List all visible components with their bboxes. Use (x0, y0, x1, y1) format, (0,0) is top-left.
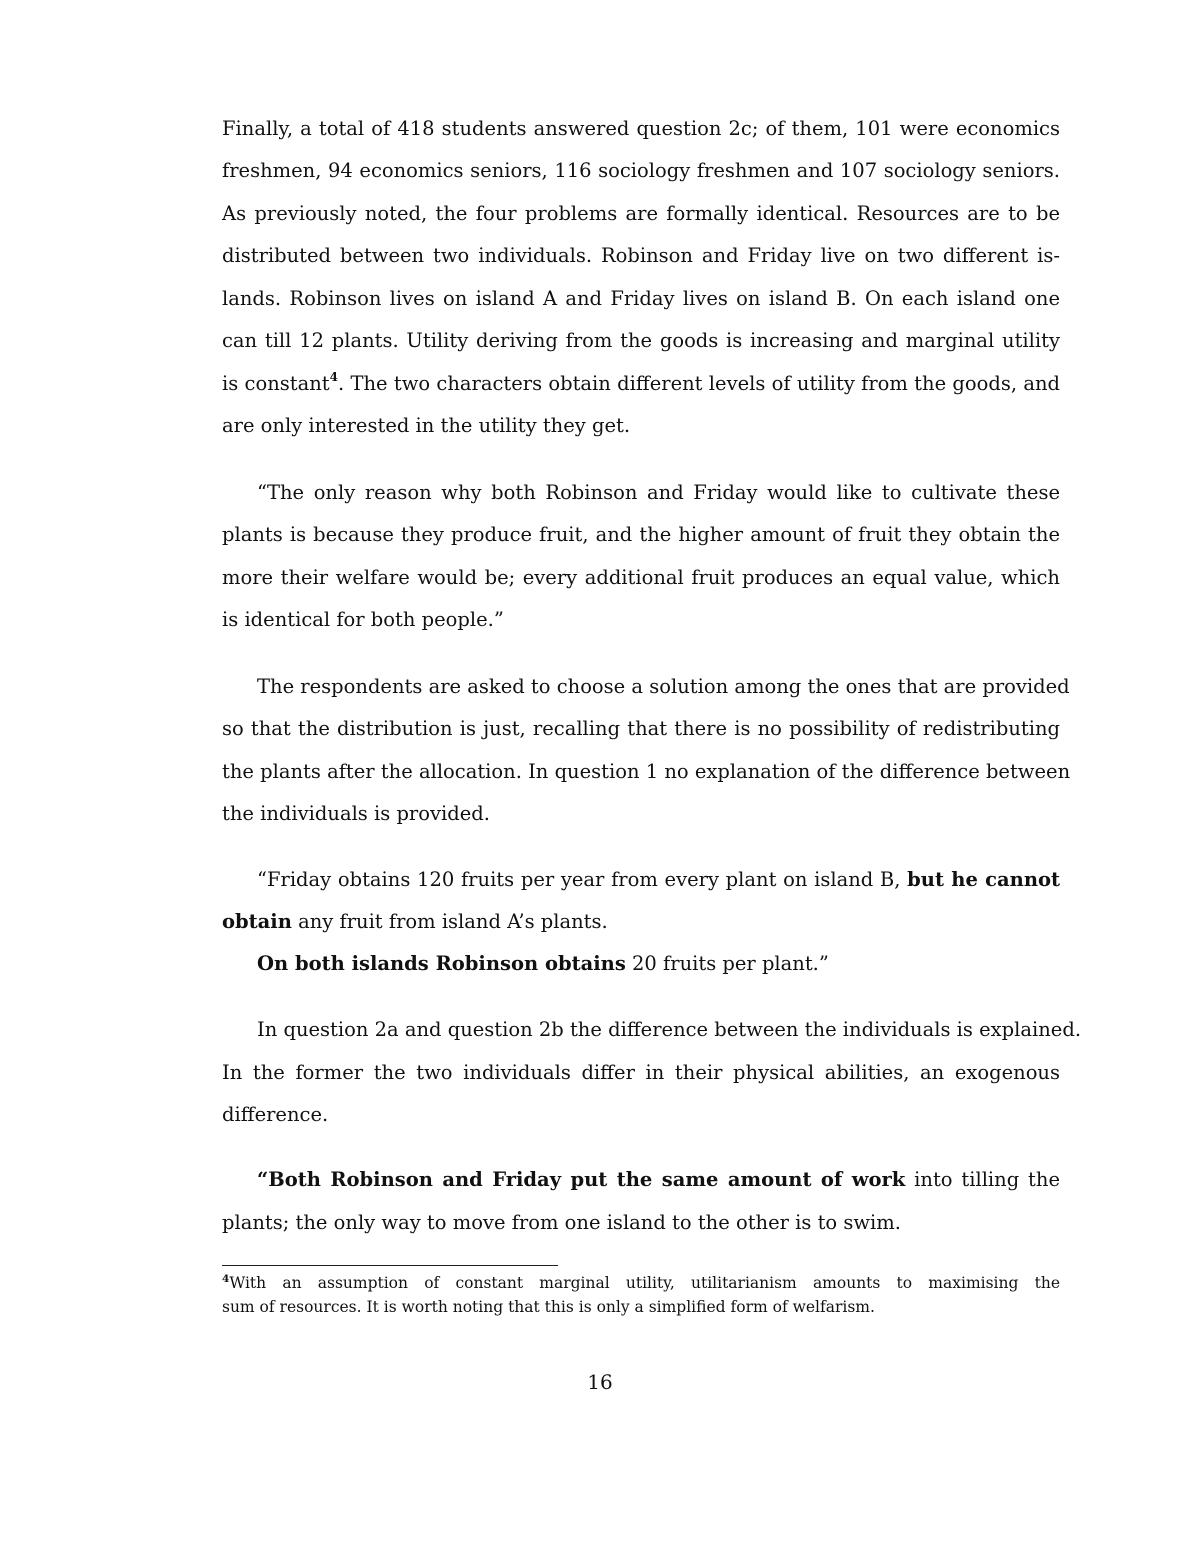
footnote-line (222, 1273, 1060, 1293)
footnote-rule (222, 1265, 558, 1266)
text-span: . The two characters obtain different levels of utility from the goods, and (337, 372, 1061, 395)
paragraph-line (222, 369, 1061, 396)
text-span: “Friday obtains 120 fruits per year from every plant on island B, (257, 868, 901, 891)
paragraph-line: In question 2a and question 2b the difference between the individuals is explained. (257, 1018, 1082, 1041)
paragraph-line: The respondents are asked to choose a solution among the ones that are provided (257, 675, 1070, 698)
paragraph-line: the plants after the allocation. In question 1 no explanation of the difference between (222, 760, 1071, 783)
paragraph-line: are only interested in the utility they get. (222, 414, 631, 437)
paragraph-line: lands. Robinson lives on island A and Friday lives on island B. On each island one (222, 287, 1060, 310)
text-span: 20 fruits per plant.” (632, 952, 829, 975)
quote-line: more their welfare would be; every additional fruit produces an equal value, which (222, 566, 1060, 589)
paragraph-line: so that the distribution is just, recalling that there is no possibility of redistributing (222, 717, 1060, 740)
page-number: 16 (587, 1370, 613, 1394)
quote-line (257, 1168, 1060, 1192)
bold-text: “Both Robinson and Friday put the same amount of work (257, 1168, 906, 1191)
quote-line (257, 952, 1060, 976)
quote-line: “The only reason why both Robinson and Friday would like to cultivate these (257, 481, 1060, 504)
paragraph-line: difference. (222, 1103, 329, 1126)
footnote-reference[interactable]: 4 (329, 369, 338, 384)
text-span: any fruit from island A’s plants. (298, 910, 608, 933)
paragraph-line: freshmen, 94 economics seniors, 116 sociology freshmen and 107 sociology seniors. (222, 159, 1060, 182)
paragraph-line: In the former the two individuals differ in their physical abilities, an exogenous (222, 1061, 1060, 1084)
text-span: into tilling the (914, 1168, 1060, 1191)
quote-line: plants; the only way to move from one island to the other is to swim. (222, 1211, 901, 1234)
text-span: is constant (222, 372, 330, 395)
footnote-mark: 4 (222, 1272, 230, 1285)
paragraph-line: can till 12 plants. Utility deriving from the goods is increasing and marginal utility (222, 329, 1060, 352)
paragraph-line: distributed between two individuals. Robinson and Friday live on two different is- (222, 244, 1060, 267)
bold-text: but he cannot (907, 868, 1061, 891)
quote-line (222, 910, 1060, 934)
quote-line: plants is because they produce fruit, and the higher amount of fruit they obtain the (222, 523, 1060, 546)
bold-text: On both islands Robinson obtains (257, 952, 626, 975)
text-span: With an assumption of constant marginal utility, utilitarianism amounts to maximising the (229, 1274, 1060, 1292)
paragraph-line: As previously noted, the four problems are formally identical. Resources are to be (222, 202, 1060, 225)
quote-line: is identical for both people.” (222, 608, 504, 631)
paragraph-line: the individuals is provided. (222, 802, 490, 825)
quote-line (257, 868, 1060, 892)
bold-text: obtain (222, 910, 292, 933)
footnote-line: sum of resources. It is worth noting that this is only a simplified form of welfarism. (222, 1298, 875, 1316)
paragraph-line: Finally, a total of 418 students answered question 2c; of them, 101 were economics (222, 117, 1060, 140)
